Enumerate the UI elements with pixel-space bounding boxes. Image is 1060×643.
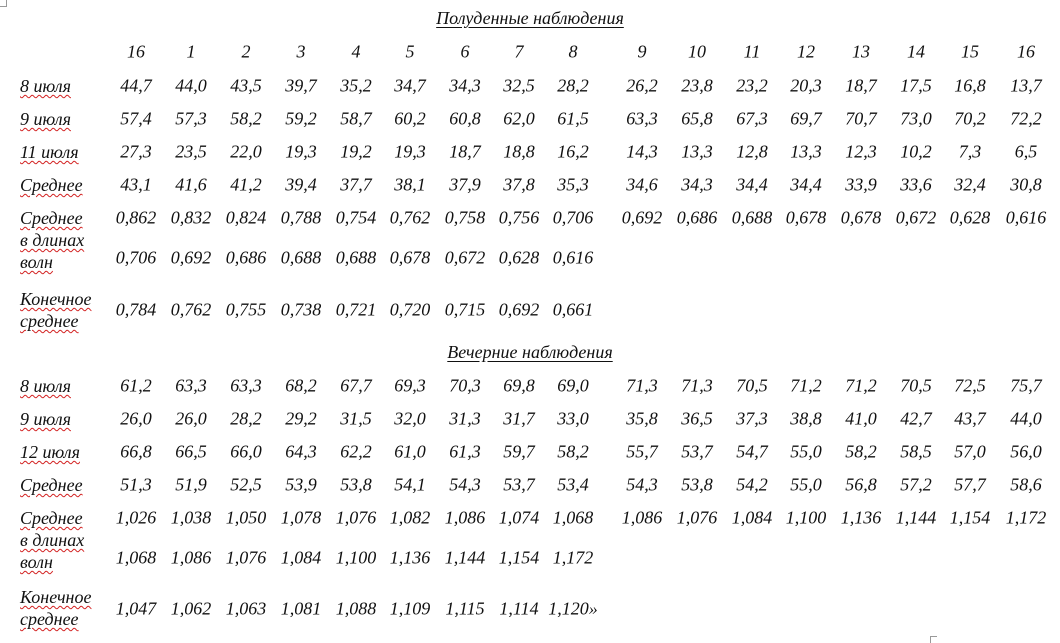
table-cell: 0,784 (115, 299, 157, 320)
table-cell: 0,762 (389, 207, 431, 228)
table-cell: 54,3 (626, 474, 658, 495)
table-cell: 26,0 (175, 408, 207, 429)
table-cell: 1,154 (949, 507, 991, 528)
table-cell: 54,3 (449, 474, 481, 495)
table-cell: 26,2 (626, 75, 658, 96)
table-cell: 54,1 (394, 474, 426, 495)
table-cell: 66,0 (230, 441, 262, 462)
row-label-text: 11 июля (20, 142, 79, 162)
row-label (20, 207, 84, 273)
table-cell: 30,8 (1010, 174, 1042, 195)
table-cell: 43,7 (954, 408, 986, 429)
table-cell: 17,5 (900, 75, 932, 96)
row-label-text: в длинах (20, 530, 85, 550)
table-cell: 33,9 (845, 174, 877, 195)
table-cell: 1,068 (115, 547, 157, 568)
table-cell: 63,3 (175, 375, 207, 396)
table-cell: 14,3 (626, 141, 658, 162)
row-label-text: Конечное (20, 289, 92, 309)
table-cell: 55,0 (790, 474, 822, 495)
table-cell: 27,3 (120, 141, 152, 162)
table-cell: 58,5 (900, 441, 932, 462)
table-cell: 33,6 (900, 174, 932, 195)
table-cell: 43,5 (230, 75, 262, 96)
table-cell: 0,762 (170, 299, 212, 320)
column-header: 1 (186, 41, 196, 62)
table-cell: 28,2 (557, 75, 589, 96)
table-cell: 44,7 (120, 75, 152, 96)
table-cell: 66,5 (175, 441, 207, 462)
table-cell: 0,706 (115, 247, 157, 268)
row-label-line (20, 174, 83, 196)
row-label-line (20, 207, 84, 229)
column-header: 10 (688, 41, 706, 62)
table-cell: 1,076 (225, 547, 267, 568)
table-cell: 1,154 (498, 547, 540, 568)
row-label (20, 174, 83, 196)
row-label-text: 9 июля (20, 109, 71, 129)
row-label-line (20, 141, 79, 163)
table-cell: 51,9 (175, 474, 207, 495)
table-cell: 69,0 (557, 375, 589, 396)
row-label-text: волн (20, 252, 53, 272)
row-label-line (20, 229, 84, 251)
table-cell: 1,136 (840, 507, 882, 528)
table-cell: 1,084 (731, 507, 773, 528)
table-cell: 70,7 (845, 108, 877, 129)
table-cell: 55,0 (790, 441, 822, 462)
table-cell: 69,7 (790, 108, 822, 129)
column-header: 5 (405, 41, 415, 62)
table-cell: 16,8 (954, 75, 986, 96)
table-cell: 53,7 (681, 441, 713, 462)
table-cell: 0,824 (225, 207, 267, 228)
table-cell: 0,688 (731, 207, 773, 228)
table-cell: 0,721 (335, 299, 377, 320)
table-cell: 18,7 (449, 141, 481, 162)
table-cell: 19,2 (340, 141, 372, 162)
table-cell: 1,062 (170, 598, 212, 619)
table-cell: 75,7 (1010, 375, 1042, 396)
table-cell: 36,5 (681, 408, 713, 429)
table-cell: 70,5 (736, 375, 768, 396)
table-cell: 37,8 (503, 174, 535, 195)
table-cell: 1,078 (280, 507, 322, 528)
table-cell: 32,4 (954, 174, 986, 195)
table-cell: 0,678 (840, 207, 882, 228)
row-label-line (20, 375, 71, 397)
row-label-text: 8 июля (20, 76, 71, 96)
table-cell: 26,0 (120, 408, 152, 429)
table-cell: 71,2 (790, 375, 822, 396)
table-cell: 57,4 (120, 108, 152, 129)
table-cell: 37,3 (736, 408, 768, 429)
table-cell: 18,7 (845, 75, 877, 96)
column-header: 4 (351, 41, 361, 62)
table-cell: 1,026 (115, 507, 157, 528)
table-cell: 52,5 (230, 474, 262, 495)
table-cell: 57,3 (175, 108, 207, 129)
table-cell: 69,8 (503, 375, 535, 396)
table-cell: 29,2 (285, 408, 317, 429)
row-label-line (20, 608, 91, 630)
table-cell: 1,068 (552, 507, 594, 528)
table-cell: 1,086 (170, 547, 212, 568)
table-cell: 51,3 (120, 474, 152, 495)
table-cell: 58,7 (340, 108, 372, 129)
page-corner-mark (930, 636, 937, 643)
table-cell: 35,3 (557, 174, 589, 195)
table-cell: 0,756 (498, 207, 540, 228)
column-header: 6 (460, 41, 470, 62)
table-cell: 58,2 (557, 441, 589, 462)
column-header: 2 (241, 41, 251, 62)
table-cell: 63,3 (230, 375, 262, 396)
table-cell: 32,5 (503, 75, 535, 96)
table-cell: 61,0 (394, 441, 426, 462)
table-cell: 1,100 (785, 507, 827, 528)
row-label (20, 586, 91, 630)
table-cell: 13,7 (1010, 75, 1042, 96)
table-cell: 0,686 (676, 207, 718, 228)
column-header: 11 (743, 41, 761, 62)
row-label-text: Среднее (20, 208, 83, 228)
table-cell: 32,0 (394, 408, 426, 429)
table-cell: 41,2 (230, 174, 262, 195)
table-cell: 7,3 (958, 141, 982, 162)
table-cell: 59,2 (285, 108, 317, 129)
table-cell: 1,115 (445, 598, 485, 619)
table-cell: 23,5 (175, 141, 207, 162)
column-header: 7 (514, 41, 524, 62)
table-cell: 71,2 (845, 375, 877, 396)
row-label-text: 9 июля (20, 409, 71, 429)
column-header: 12 (797, 41, 815, 62)
table-cell: 1,136 (389, 547, 431, 568)
table-cell: 66,8 (120, 441, 152, 462)
table-cell: 1,050 (225, 507, 267, 528)
table-cell: 53,8 (340, 474, 372, 495)
row-label-line (20, 507, 84, 529)
row-label-text: Среднее (20, 175, 83, 195)
section-title-evening (0, 342, 1060, 363)
row-label-line (20, 288, 91, 310)
column-header: 15 (961, 41, 979, 62)
column-header: 3 (296, 41, 306, 62)
table-cell: 70,5 (900, 375, 932, 396)
table-cell: 1,081 (280, 598, 322, 619)
section-title-text: Вечерние наблюдения (447, 342, 613, 362)
table-cell: 23,8 (681, 75, 713, 96)
table-cell: 0,715 (444, 299, 486, 320)
table-cell: 1,082 (389, 507, 431, 528)
table-cell: 53,9 (285, 474, 317, 495)
table-cell: 34,3 (681, 174, 713, 195)
table-cell: 31,3 (449, 408, 481, 429)
column-header: 9 (637, 41, 647, 62)
table-cell: 0,686 (225, 247, 267, 268)
table-cell: 62,0 (503, 108, 535, 129)
table-cell: 58,2 (230, 108, 262, 129)
table-cell: 37,7 (340, 174, 372, 195)
table-cell: 41,6 (175, 174, 207, 195)
table-cell: 0,788 (280, 207, 322, 228)
row-label (20, 141, 79, 163)
table-cell: 1,144 (895, 507, 937, 528)
table-cell: 0,661 (552, 299, 594, 320)
table-cell: 0,616 (1005, 207, 1047, 228)
table-cell: 1,120» (548, 598, 598, 619)
table-cell: 72,5 (954, 375, 986, 396)
row-label-text: Конечное (20, 587, 92, 607)
table-cell: 22,0 (230, 141, 262, 162)
table-cell: 70,3 (449, 375, 481, 396)
table-cell: 39,7 (285, 75, 317, 96)
table-cell: 70,2 (954, 108, 986, 129)
table-cell: 34,6 (626, 174, 658, 195)
table-cell: 54,7 (736, 441, 768, 462)
table-cell: 56,8 (845, 474, 877, 495)
table-cell: 34,4 (790, 174, 822, 195)
row-label-line (20, 408, 71, 430)
row-label (20, 408, 71, 430)
table-cell: 0,692 (170, 247, 212, 268)
table-cell: 67,3 (736, 108, 768, 129)
table-cell: 55,7 (626, 441, 658, 462)
table-cell: 71,3 (626, 375, 658, 396)
table-cell: 0,688 (280, 247, 322, 268)
table-cell: 69,3 (394, 375, 426, 396)
table-cell: 0,628 (949, 207, 991, 228)
table-cell: 28,2 (230, 408, 262, 429)
row-label-line (20, 310, 91, 332)
table-cell: 0,672 (444, 247, 486, 268)
table-cell: 53,7 (503, 474, 535, 495)
table-cell: 65,8 (681, 108, 713, 129)
row-label-line (20, 108, 71, 130)
row-label-text: среднее (20, 609, 79, 629)
table-cell: 0,720 (389, 299, 431, 320)
row-label-line (20, 75, 71, 97)
table-cell: 1,172 (1005, 507, 1047, 528)
table-cell: 68,2 (285, 375, 317, 396)
table-cell: 31,5 (340, 408, 372, 429)
row-label (20, 288, 91, 332)
table-cell: 0,862 (115, 207, 157, 228)
table-cell: 57,7 (954, 474, 986, 495)
column-header: 8 (568, 41, 578, 62)
table-cell: 1,086 (444, 507, 486, 528)
table-cell: 1,063 (225, 598, 267, 619)
table-cell: 33,0 (557, 408, 589, 429)
row-label (20, 441, 80, 463)
row-label-text: 12 июля (20, 442, 80, 462)
table-cell: 35,8 (626, 408, 658, 429)
page-corner-mark (0, 0, 7, 7)
table-cell: 39,4 (285, 174, 317, 195)
table-cell: 1,047 (115, 598, 157, 619)
table-cell: 12,8 (736, 141, 768, 162)
table-cell: 44,0 (1010, 408, 1042, 429)
table-cell: 44,0 (175, 75, 207, 96)
table-cell: 60,2 (394, 108, 426, 129)
table-cell: 73,0 (900, 108, 932, 129)
table-cell: 0,758 (444, 207, 486, 228)
table-cell: 61,2 (120, 375, 152, 396)
table-cell: 19,3 (285, 141, 317, 162)
table-cell: 1,084 (280, 547, 322, 568)
table-cell: 1,086 (621, 507, 663, 528)
table-cell: 0,706 (552, 207, 594, 228)
section-title-noon (0, 8, 1060, 29)
table-cell: 59,7 (503, 441, 535, 462)
table-cell: 57,0 (954, 441, 986, 462)
table-cell: 1,172 (552, 547, 594, 568)
table-cell: 64,3 (285, 441, 317, 462)
table-cell: 38,1 (394, 174, 426, 195)
row-label-line (20, 586, 91, 608)
table-cell: 43,1 (120, 174, 152, 195)
table-cell: 54,2 (736, 474, 768, 495)
table-cell: 62,2 (340, 441, 372, 462)
table-cell: 34,7 (394, 75, 426, 96)
table-cell: 34,3 (449, 75, 481, 96)
table-cell: 13,3 (681, 141, 713, 162)
table-cell: 6,5 (1014, 141, 1038, 162)
table-cell: 38,8 (790, 408, 822, 429)
table-cell: 53,8 (681, 474, 713, 495)
table-cell: 37,9 (449, 174, 481, 195)
table-cell: 0,688 (335, 247, 377, 268)
table-cell: 72,2 (1010, 108, 1042, 129)
row-label-line (20, 529, 84, 551)
row-label (20, 375, 71, 397)
row-label-text: волн (20, 552, 53, 572)
table-cell: 0,738 (280, 299, 322, 320)
column-header: 14 (907, 41, 925, 62)
table-cell: 34,4 (736, 174, 768, 195)
table-cell: 0,832 (170, 207, 212, 228)
table-cell: 71,3 (681, 375, 713, 396)
table-cell: 58,2 (845, 441, 877, 462)
table-cell: 35,2 (340, 75, 372, 96)
table-cell: 1,076 (335, 507, 377, 528)
row-label-text: среднее (20, 311, 79, 331)
table-cell: 18,8 (503, 141, 535, 162)
table-cell: 0,678 (389, 247, 431, 268)
table-cell: 20,3 (790, 75, 822, 96)
table-cell: 1,038 (170, 507, 212, 528)
table-cell: 63,3 (626, 108, 658, 129)
table-cell: 12,3 (845, 141, 877, 162)
table-cell: 0,678 (785, 207, 827, 228)
row-label (20, 75, 71, 97)
table-cell: 61,3 (449, 441, 481, 462)
table-cell: 42,7 (900, 408, 932, 429)
table-cell: 1,074 (498, 507, 540, 528)
table-cell: 53,4 (557, 474, 589, 495)
section-title-text: Полуденные наблюдения (436, 8, 624, 28)
column-header: 16 (127, 41, 145, 62)
table-cell: 1,144 (444, 547, 486, 568)
row-label-text: 8 июля (20, 376, 71, 396)
table-cell: 31,7 (503, 408, 535, 429)
row-label-line (20, 441, 80, 463)
column-header: 13 (852, 41, 870, 62)
row-label (20, 108, 71, 130)
column-header: 16 (1017, 41, 1035, 62)
table-cell: 1,088 (335, 598, 377, 619)
row-label-text: Среднее (20, 475, 83, 495)
table-cell: 13,3 (790, 141, 822, 162)
table-cell: 0,628 (498, 247, 540, 268)
row-label (20, 507, 84, 573)
table-cell: 41,0 (845, 408, 877, 429)
table-cell: 1,076 (676, 507, 718, 528)
table-cell: 1,109 (389, 598, 431, 619)
table-cell: 1,114 (499, 598, 539, 619)
table-cell: 67,7 (340, 375, 372, 396)
table-cell: 0,755 (225, 299, 267, 320)
table-cell: 56,0 (1010, 441, 1042, 462)
table-cell: 0,754 (335, 207, 377, 228)
row-label-line (20, 551, 84, 573)
table-cell: 0,672 (895, 207, 937, 228)
row-label-text: в длинах (20, 230, 85, 250)
table-cell: 10,2 (900, 141, 932, 162)
table-cell: 0,692 (498, 299, 540, 320)
table-cell: 23,2 (736, 75, 768, 96)
row-label (20, 474, 83, 496)
table-cell: 19,3 (394, 141, 426, 162)
table-cell: 57,2 (900, 474, 932, 495)
table-cell: 61,5 (557, 108, 589, 129)
table-cell: 0,616 (552, 247, 594, 268)
table-cell: 1,100 (335, 547, 377, 568)
table-cell: 58,6 (1010, 474, 1042, 495)
row-label-text: Среднее (20, 508, 83, 528)
table-cell: 0,692 (621, 207, 663, 228)
table-cell: 16,2 (557, 141, 589, 162)
row-label-line (20, 251, 84, 273)
table-cell: 60,8 (449, 108, 481, 129)
row-label-line (20, 474, 83, 496)
